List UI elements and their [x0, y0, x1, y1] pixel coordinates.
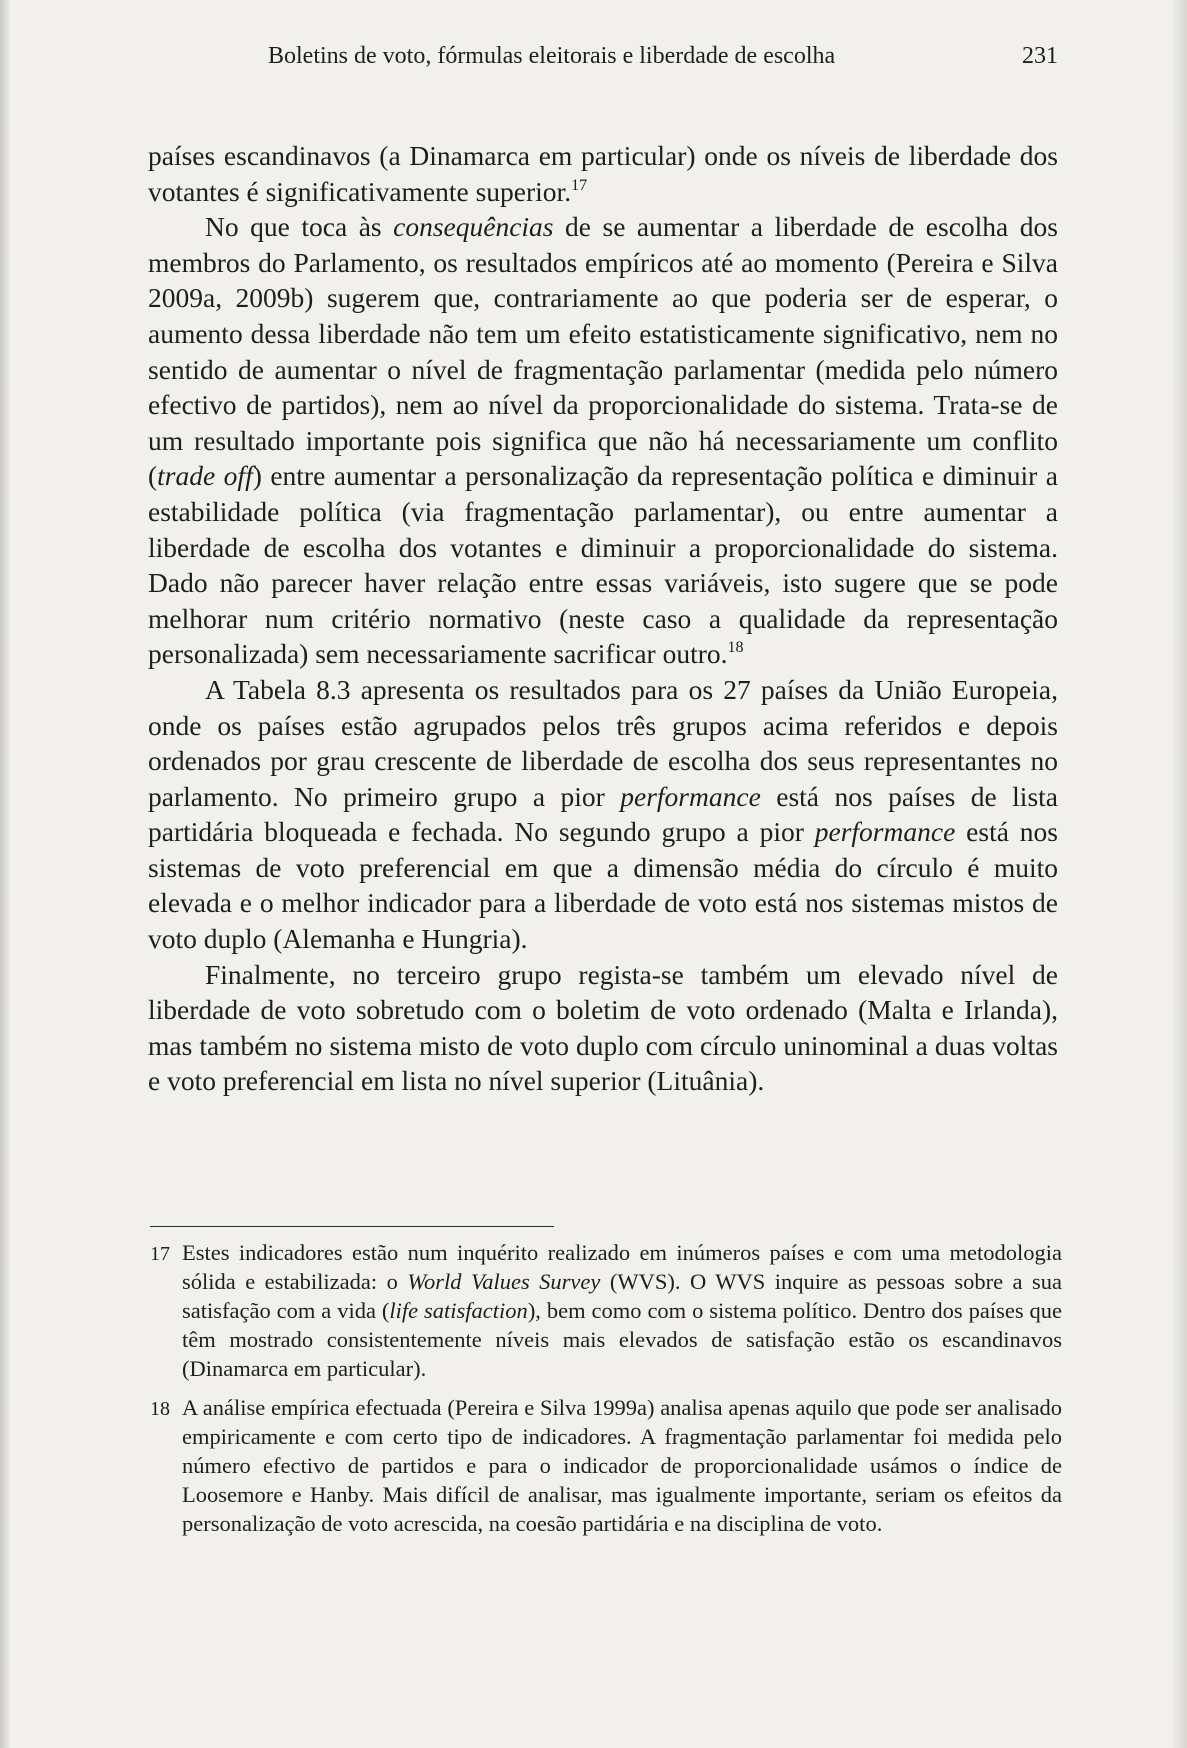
main-text: [148, 138, 1058, 1099]
paragraph-1-text: países escandinavos (a Dinamarca em particular) onde os níveis de liberdade dos votantes é significativamente superior.: [148, 140, 1058, 207]
paragraph-2-text-a: No que toca às: [205, 211, 394, 243]
footnote-17-italic-1: World Values Survey: [407, 1269, 601, 1294]
paragraph-2-text-c: ) entre aumentar a personalização da representação política e diminuir a estabilidade política (via fragmentação parlamentar), ou entre aumentar a liberdade de escolha dos votantes e diminuir a proporcionalidade do sistema. Dado não parecer haver relação entre essas variáveis, isto sugere que se pode melhorar num critério normativo (neste caso a qualidade da representação personalizada) sem necessariamente sacrificar outro.: [148, 460, 1058, 670]
page-edge-shadow: [1171, 0, 1187, 1748]
page-number: 231: [1022, 43, 1058, 69]
footnote-17-text-c: ), bem como com o sistema político. Dentro dos países que têm mostrado consistentemente níveis mais elevados de satisfação estão os escandinavos (Dinamarca em particular).: [182, 1298, 1062, 1381]
footnote-ref-17: 17: [571, 176, 588, 194]
paragraph-2: [148, 209, 1058, 672]
footnote-number: 18: [150, 1398, 170, 1420]
paragraph-2-italic-2: trade off: [157, 460, 253, 492]
footnote-separator: [150, 1226, 554, 1227]
paragraph-3-text-c: está nos sistemas de voto preferencial em que a dimensão média do círculo é muito elevada e o melhor indicador para a liberdade de voto está nos sistemas mistos de voto duplo (Alemanha e Hungria).: [148, 816, 1058, 955]
paragraph-3-text-a: A Tabela 8.3 apresenta os resultados para os 27 países da União Europeia, onde os países estão agrupados pelos três grupos acima referidos e depois ordenados por grau crescente de liberdade de escolha dos seus representantes no parlamento. No primeiro grupo a pior: [148, 673, 1058, 812]
footnote-ref-18: 18: [727, 639, 744, 657]
footnote-17-italic-2: life satisfaction: [389, 1298, 528, 1323]
footnote-17: [150, 1238, 1062, 1383]
paragraph-3-italic-1: performance: [620, 780, 761, 812]
paragraph-4-text: Finalmente, no terceiro grupo regista-se também um elevado nível de liberdade de voto sobretudo com o boletim de voto ordenado (Malta e Irlanda), mas também no sistema misto de voto duplo com círculo uninominal a duas voltas e voto preferencial em lista no nível superior (Lituânia).: [148, 958, 1058, 1097]
footnotes: [150, 1238, 1062, 1538]
paragraph-1: [148, 138, 1058, 209]
paragraph-3: [148, 672, 1058, 957]
footnote-17-text-a: Estes indicadores estão num inquérito realizado em inúmeros países e com uma metodologia sólida e estabilizada: o: [182, 1240, 1062, 1294]
footnote-17-text-b: (WVS). O WVS inquire as pessoas sobre a sua satisfação com a vida (: [182, 1269, 1062, 1323]
paragraph-2-text-b: de se aumentar a liberdade de escolha dos membros do Parlamento, os resultados empíricos até ao momento (Pereira e Silva 2009a, 2009b) sugerem que, contrariamente ao que poderia ser de esperar, o aumento dessa liberdade não tem um efeito estatisticamente significativo, nem no sentido de aumentar o nível de fragmentação parlamentar (medida pelo número efectivo de partidos), nem ao nível da proporcionalidade do sistema. Trata-se de um resultado importante pois significa que não há necessariamente um conflito (: [148, 211, 1058, 492]
footnote-number: 17: [150, 1243, 170, 1265]
page-gutter-shadow: [0, 0, 10, 1748]
footnote-18: [150, 1393, 1062, 1538]
paragraph-3-text-b: está nos países de lista partidária bloqueada e fechada. No segundo grupo a pior: [148, 780, 1058, 848]
paragraph-4: [148, 957, 1058, 1099]
running-title: Boletins de voto, fórmulas eleitorais e liberdade de escolha: [268, 43, 836, 69]
paragraph-3-italic-2: performance: [814, 816, 956, 848]
paragraph-2-italic-1: consequências: [393, 211, 554, 243]
footnote-text: [182, 1238, 1062, 1383]
footnote-text: A análise empírica efectuada (Pereira e Silva 1999a) analisa apenas aquilo que pode ser analisado empiricamente e com certo tipo de indicadores. A fragmentação parlamentar foi medida pelo número efectivo de partidos e para o indicador de proporcionalidade usámos o índice de Loosemore e Hanby. Mais difícil de analisar, mas igualmente importante, seriam os efeitos da personalização de voto acrescida, na coesão partidária e na disciplina de voto.: [182, 1395, 1062, 1536]
